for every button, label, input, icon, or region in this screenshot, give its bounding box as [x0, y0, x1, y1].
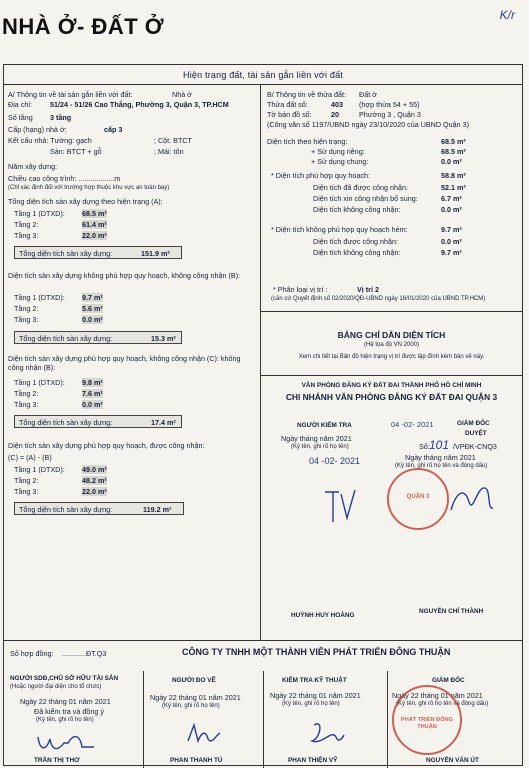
owner-name: TRẦN THỊ THƠ [34, 757, 80, 764]
extra-area-value: 6.7 m² [441, 194, 462, 203]
current-row-1-value: 68.5 m² [82, 209, 107, 218]
recognized-area-label: Diện tích đã được công nhận: [313, 183, 409, 192]
current-row-3-value: 22.0 m² [82, 231, 107, 240]
company-name: CÔNG TY TNHH MỘT THÀNH VIÊN PHÁT TRIỂN ĐÔNG THUẬN [182, 647, 451, 657]
current-total-label: Tổng diện tích sàn xây dựng: [19, 249, 113, 258]
current-area-title: Tổng diện tích sàn xây dựng theo hiện trạng (A): [8, 197, 163, 206]
current-row-2-value: 61.4 m² [82, 220, 107, 229]
noncompliant-total-label: Tổng diện tích sàn xây dựng: [19, 334, 113, 343]
structure-label: Kết cấu nhà: Tường: gạch [8, 136, 92, 145]
shared-use-label: + Sử dụng chung: [311, 157, 369, 166]
company-director-cell [388, 671, 524, 768]
comp-noncert-total-label: Tổng diện tích sàn xây dựng: [19, 418, 113, 427]
comp-noncert-total-value: 17.4 m² [151, 418, 176, 427]
area-current-value: 68.5 m² [441, 137, 466, 146]
address-label: Địa chỉ: [8, 100, 32, 109]
position-note: (căn cứ Quyết định số 02/2020/QĐ-UBND ngày 16/01/2020 của UBND TP.HCM) [271, 296, 486, 302]
director-name: NGUYỄN CHÍ THÀNH [419, 608, 484, 615]
cert-row-3-label: Tầng 3: [14, 487, 39, 496]
contract-label: Số hợp đồng: [10, 649, 54, 658]
director-label: GIÁM ĐỐC [457, 420, 490, 427]
cert-row-2-label: Tầng 2: [14, 476, 39, 485]
owner-date: Ngày 22 tháng 01 năm 2021 [20, 697, 111, 706]
company-director-head: GIÁM ĐỐC [432, 677, 465, 684]
recognized-area-value: 52.1 m² [441, 183, 466, 192]
noncompliant-row-1-label: Tầng 1 (DTXD): [14, 293, 65, 302]
company-stamp-text: PHÁT TRIỂN ĐÔNG THUẬN [401, 717, 453, 730]
company-director-name: NGUYỄN VĂN ÚT [426, 757, 479, 764]
company-director-date: Ngày 22 tháng 01 năm 2021 [392, 691, 483, 700]
noncompliant-alley-value: 9.7 m² [441, 225, 462, 234]
parcel-label: Thửa đất số: [267, 100, 308, 109]
surveyor-head: NGƯỜI ĐO VẼ [172, 677, 216, 684]
office-round-stamp [387, 468, 449, 530]
owner-signature [34, 729, 104, 755]
position-value: Vị trí 2 [357, 285, 379, 294]
map-sheet-value: 20 [331, 110, 339, 119]
cert-row-3-value: 22.0 m² [82, 487, 107, 496]
not-recognized-value: 0.0 m² [441, 205, 462, 214]
building-info-label: A/ Thông tin về tài sản gắn liền với đất: [8, 90, 133, 99]
comp-noncert-row-1-value: 9.8 m² [82, 378, 103, 387]
surveyor-name: PHAN THANH TÚ [170, 757, 223, 764]
parcel-note: (hợp thửa 54 + 55) [359, 100, 420, 109]
area-index-sub: (Hệ tọa độ VN 2000) [363, 342, 420, 348]
technical-date: Ngày 22 tháng 01 năm 2021 [270, 691, 361, 700]
director-sign-note: (Ký tên, ghi rõ họ tên và đóng dấu) [395, 463, 488, 469]
surveyor-sign-note: (Ký tên, ghi rõ họ tên) [162, 703, 220, 709]
noncompliant-row-2-value: 5.6 m² [82, 304, 103, 313]
current-row-3-label: Tầng 3: [14, 231, 39, 240]
cert-total-label: Tổng diện tích sàn xây dựng: [19, 505, 113, 514]
compliant-unrecognized-title: Diện tích sàn xây dựng phù hợp quy hoạch, không công nhận (C): không công nhận (B): [8, 354, 241, 372]
year-label: Năm xây dựng: [8, 162, 58, 171]
inspector-name: HUỲNH HUY HOÀNG [291, 612, 355, 619]
compliant-area-label: * Diện tích phù hợp quy hoạch: [271, 171, 371, 180]
office-line-2: CHI NHÁNH VĂN PHÒNG ĐĂNG KÝ ĐẤT ĐAI QUẬN 3 [285, 392, 498, 402]
office-stamp-text: QUẬN 3 [406, 494, 430, 500]
height-note: (Chỉ xác định đối với trường hợp thuộc khu vực an toàn bay) [8, 185, 170, 191]
company-round-stamp [392, 685, 462, 755]
office-approval-box [261, 375, 522, 640]
noncompliant-row-3-label: Tầng 3: [14, 315, 39, 324]
comp-noncert-row-3-value: 0.0 m² [82, 400, 103, 409]
noncompliant-total-box [14, 331, 182, 344]
comp-noncert-row-1-label: Tầng 1 (DTXD): [14, 378, 65, 387]
certified-area-title: Diện tích sàn xây dựng phù hợp quy hoạch, được công nhận: [8, 441, 205, 450]
doc-number-label: Số: [419, 442, 430, 451]
nc-recognized-value: 0.0 m² [441, 237, 462, 246]
grade-label: Cấp (hạng) nhà ở: [8, 125, 67, 134]
surveyor-signature [184, 721, 224, 747]
nc-not-recognized-label: Diện tích không công nhận: [313, 248, 401, 257]
nc-not-recognized-value: 9.7 m² [441, 248, 462, 257]
noncompliant-row-3-value: 0.0 m² [82, 315, 103, 324]
land-type: Đất ở [359, 90, 377, 99]
area-index-note: Xem chi tiết tại Bản đồ hiện trạng vị trí được lập đính kèm bản vẽ này. [298, 354, 485, 360]
current-row-1-label: Tầng 1 (DTXD): [14, 209, 65, 218]
not-recognized-label: Diện tích không công nhận: [313, 205, 401, 214]
cert-total-value: 119.2 m² [143, 505, 172, 514]
comp-noncert-row-3-label: Tầng 3: [14, 400, 39, 409]
private-use-value: 68.5 m² [441, 147, 466, 156]
noncompliant-row-2-label: Tầng 2: [14, 304, 39, 313]
extra-area-label: Diện tích xin công nhận bổ sung: [313, 194, 418, 203]
land-info-column [261, 85, 522, 640]
cert-row-1-label: Tầng 1 (DTXD): [14, 465, 65, 474]
surveyor-date: Ngày 22 tháng 01 năm 2021 [150, 693, 241, 702]
director-handwritten-date: 04 -02- 2021 [391, 420, 434, 429]
current-total-box [14, 246, 182, 259]
floors-value: 3 tầng [50, 113, 72, 122]
doc-code: /VPĐK-CNQ3 [453, 442, 497, 451]
area-index-box [261, 311, 522, 375]
comp-noncert-row-2-value: 7.6 m² [82, 389, 103, 398]
noncompliant-alley-label: * Diện tích không phù hợp quy hoạch hẻm: [271, 225, 408, 234]
ward-value: Phường 3 , Quận 3 [359, 110, 421, 119]
cert-total-box [14, 502, 184, 515]
inspector-sign-note: (Ký tên, ghi rõ họ tên) [291, 444, 349, 450]
current-row-2-label: Tầng 2: [14, 220, 39, 229]
map-sheet-label: Tờ bản đồ số: [267, 110, 312, 119]
grade-value: cấp 3 [104, 125, 123, 134]
director-date-line: Ngày tháng năm 2021 [405, 453, 476, 462]
cert-row-2-value: 48.2 m² [82, 476, 107, 485]
certified-formula: (C) = (A) - (B) [8, 453, 52, 462]
address-value: 51/24 - 51/26 Cao Thắng, Phường 3, Quận 3, TP.HCM [50, 100, 229, 109]
technical-signature [308, 719, 348, 749]
building-type: Nhà ở [172, 90, 192, 99]
inspector-label: NGƯỜI KIỂM TRA [297, 422, 352, 429]
owner-sub: (Hoặc người đại diện cho tổ chức) [10, 684, 102, 690]
technical-head: KIỂM TRA KỸ THUẬT [282, 677, 347, 684]
comp-noncert-row-2-label: Tầng 2: [14, 389, 39, 398]
current-total-value: 151.9 m² [141, 249, 170, 258]
column-label: ; Cột: BTCT [154, 136, 192, 145]
owner-sign-note: (Ký tên, ghi rõ họ tên) [36, 717, 94, 723]
floors-label: Số tầng [8, 113, 33, 122]
official-doc-ref: (Công văn số 1197/UBND ngày 23/10/2020 của UBND Quận 3) [267, 120, 470, 129]
inspector-signature [321, 486, 361, 526]
noncompliant-total-value: 15.3 m² [151, 334, 176, 343]
section-header: Hiện trạng đất, tài sản gắn liền với đất [4, 65, 522, 85]
inspector-handwritten-date: 04 -02- 2021 [309, 456, 361, 466]
floor-material: Sàn: BTCT + gỗ [50, 147, 102, 156]
office-line-1: VĂN PHÒNG ĐĂNG KÝ ĐẤT ĐAI THÀNH PHỐ HỒ CHÍ MINH [301, 382, 482, 389]
comp-noncert-total-box [14, 415, 182, 428]
nc-recognized-label: Diện tích được công nhận: [313, 237, 399, 246]
land-info-label: B/ Thông tin về thửa đất: [267, 90, 346, 99]
approved-label: DUYỆT [465, 430, 487, 437]
technical-name: PHAN THIỆN VỸ [288, 757, 338, 764]
company-director-sign-note: (Ký tên, ghi rõ họ tên và đóng dấu) [396, 701, 489, 707]
parcel-value: 403 [331, 100, 343, 109]
cert-row-1-value: 49.0 m² [82, 465, 107, 474]
building-info-column [4, 85, 261, 640]
private-use-label: + Sử dụng riêng: [311, 147, 365, 156]
compliant-area-value: 58.8 m² [441, 171, 466, 180]
doc-number-value: 101 [429, 438, 450, 452]
area-index-title: BẢNG CHỈ DẪN DIỆN TÍCH [337, 330, 446, 340]
surveyor-cell [144, 671, 264, 768]
noncompliant-area-title: Diện tích sàn xây dựng không phù hợp quy hoạch, không công nhận (B): [8, 271, 241, 280]
technical-sign-note: (Ký tên, ghi rõ họ tên) [282, 701, 340, 707]
position-label: * Phân loại vị trí : [273, 285, 328, 294]
noncompliant-row-1-value: 9.7 m² [82, 293, 103, 302]
owner-note: Đã kiểm tra và đồng ý [34, 707, 104, 716]
handwritten-corner-mark: K/r [499, 8, 515, 22]
shared-use-value: 0.0 m² [441, 157, 462, 166]
roof-label: ; Mái: tôn [154, 147, 184, 156]
inspector-date: Ngày tháng năm 2021 [281, 434, 352, 443]
height-label: Chiều cao công trình: ..................m [8, 174, 121, 183]
technical-check-cell [264, 671, 388, 768]
director-signature [447, 480, 497, 520]
owner-head: NGƯỜI SDĐ,CHỦ SỞ HỮU TÀI SẢN [10, 675, 119, 682]
area-current-label: Diện tích theo hiện trạng: [267, 137, 348, 146]
owner-cell [4, 671, 144, 768]
document-title: NHÀ Ở- ĐẤT Ở [2, 14, 165, 39]
form-frame [3, 64, 523, 766]
company-section [4, 640, 522, 767]
contract-value: ............ĐT.Q3 [62, 649, 107, 658]
